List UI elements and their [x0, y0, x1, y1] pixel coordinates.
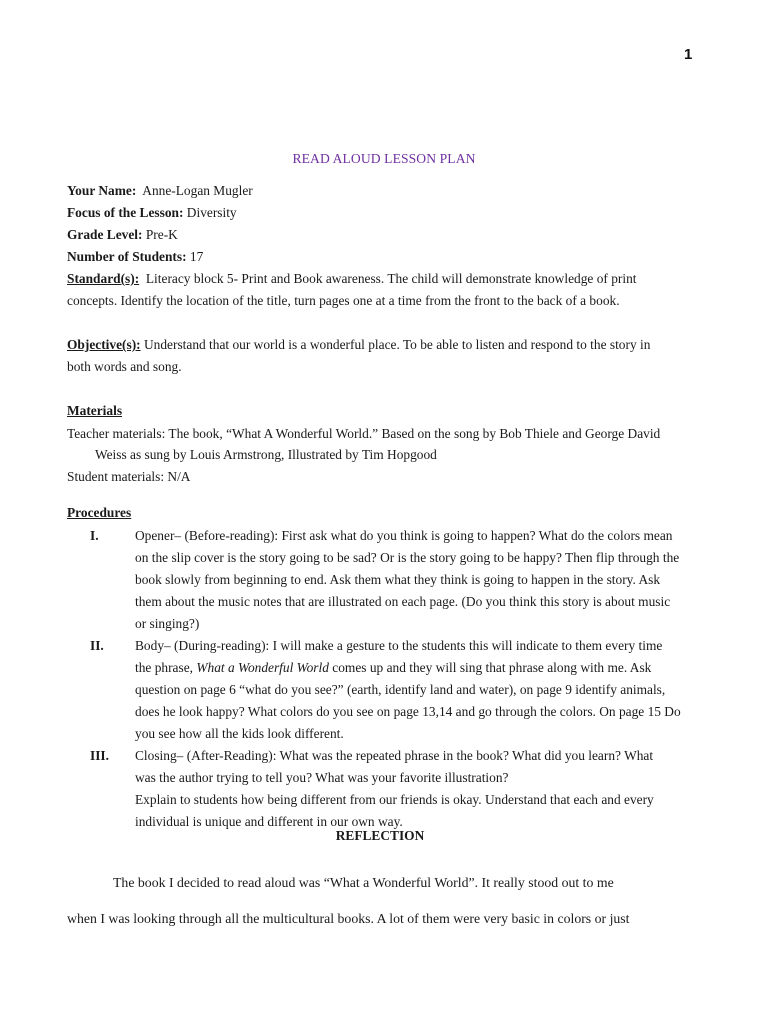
student-materials: Student materials: N/A [67, 469, 191, 484]
focus-field [67, 204, 237, 222]
procedure-2-line-2-b: comes up and they will sing that phrase along with me. Ask [328, 660, 652, 675]
standards-text-1: Literacy block 5- Print and Book awareness. The child will demonstrate knowledge of print [145, 271, 637, 286]
students-value: 17 [189, 249, 204, 264]
name-label: Your Name: [67, 183, 137, 198]
procedure-1-line-5: or singing?) [135, 616, 200, 631]
procedure-2-line-5: you see how all the kids look different. [135, 726, 344, 741]
page-number: 1 [684, 46, 693, 63]
focus-value: Diversity [186, 205, 237, 220]
procedure-3-line-1: Closing– (After-Reading): What was the repeated phrase in the book? What did you learn? What [135, 748, 654, 763]
procedure-2-line-4: does he look happy? What colors do you see on page 13,14 and go through the colors. On page 15 Do [135, 704, 681, 719]
procedure-2-line-1: Body– (During-reading): I will make a gesture to the students this will indicate to them every time [135, 638, 663, 653]
focus-label: Focus of the Lesson: [67, 205, 184, 220]
objectives-text-1: Understand that our world is a wonderful place. To be able to listen and respond to the story in [143, 337, 651, 352]
students-label: Number of Students: [67, 249, 187, 264]
students-field [67, 248, 203, 266]
page-title: READ ALOUD LESSON PLAN [292, 151, 476, 166]
materials-heading: Materials [67, 403, 123, 418]
teacher-materials-line-1: Teacher materials: The book, “What A Wonderful World.” Based on the song by Bob Thiele and George David [67, 426, 661, 441]
procedure-numeral-3: III. [90, 748, 109, 763]
procedure-1-line-1: Opener– (Before-reading): First ask what do you think is going to happen? What do the colors mean [135, 528, 673, 543]
procedure-3-line-3: Explain to students how being different from our friends is okay. Understand that each and every [135, 792, 654, 807]
objectives-line-2: both words and song. [67, 359, 182, 374]
objectives-line-1 [67, 336, 650, 354]
procedure-2-line-3: question on page 6 “what do you see?” (earth, identify land and water), on page 9 identify animals, [135, 682, 666, 697]
procedures-heading: Procedures [67, 505, 132, 520]
procedure-1-line-2: on the slip cover is the story going to be sad? Or is the story going to be happy? Then flip through the [135, 550, 680, 565]
objectives-label: Objective(s): [67, 337, 141, 352]
procedure-3-line-4: individual is unique and different in our own way. [135, 814, 403, 829]
name-field [67, 182, 253, 200]
standards-line-1 [67, 270, 637, 288]
reflection-line-1: The book I decided to read aloud was “What a Wonderful World”. It really stood out to me [113, 875, 614, 890]
procedure-2-line-2 [135, 659, 651, 677]
grade-value: Pre-K [145, 227, 178, 242]
book-title-italic: What a Wonderful World [196, 660, 329, 675]
standards-label: Standard(s): [67, 271, 140, 286]
procedure-3-line-2: was the author trying to tell you? What was your favorite illustration? [135, 770, 509, 785]
teacher-materials-line-2: Weiss as sung by Louis Armstrong, Illustrated by Tim Hopgood [95, 447, 437, 462]
standards-line-2: concepts. Identify the location of the title, turn pages one at a time from the front to the back of a book. [67, 293, 620, 308]
procedure-numeral-1: I. [90, 528, 99, 543]
procedure-1-line-3: book slowly from beginning to end. Ask them what they think is going to happen in the story. Ask [135, 572, 661, 587]
name-value: Anne-Logan Mugler [142, 183, 253, 198]
procedure-numeral-2: II. [90, 638, 104, 653]
reflection-line-2: when I was looking through all the multicultural books. A lot of them were very basic in colors or just [67, 911, 630, 926]
procedure-1-line-4: them about the music notes that are illustrated on each page. (Do you think this story is about music [135, 594, 671, 609]
grade-field [67, 226, 178, 244]
procedure-2-line-2-a: the phrase, [135, 660, 197, 675]
reflection-heading: REFLECTION [335, 828, 425, 843]
grade-label: Grade Level: [67, 227, 143, 242]
